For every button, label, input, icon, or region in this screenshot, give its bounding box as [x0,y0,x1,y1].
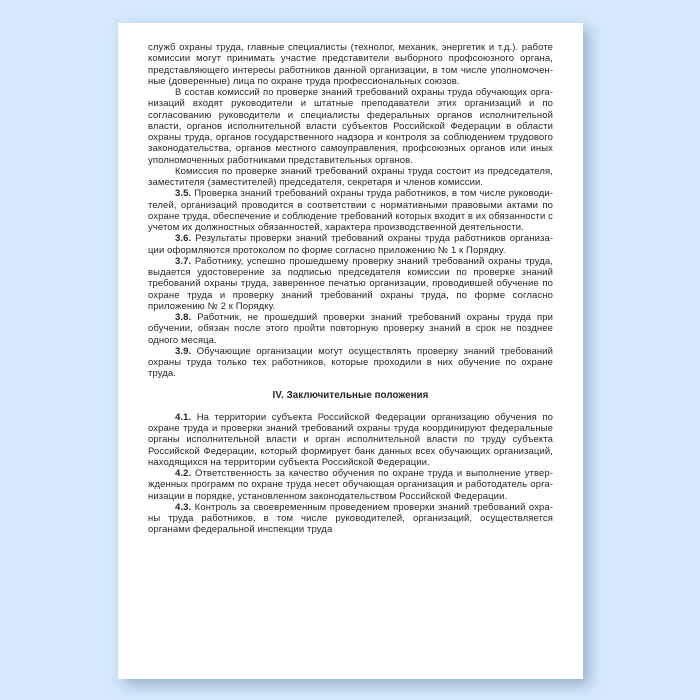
clause-number: 3.6. [175,233,192,245]
paragraph: служб охраны труда, главные специалисты (технолог, механик, энергетик и т.д.). работе комиссии могут принимать участие представители выборного профсоюзного органа, представляющего интересы работников данной организации, в том числе уполномоченные (доверенные) лица по охране труда профессиональных союзов. [148,42,553,87]
clause-number: 3.8. [175,312,192,323]
paragraph: 4.3. Контроль за своевременным проведением проверки знаний требований охраны труда работников, в том числе руководителей, организаций, осуществляется органами федеральной инспекции труда [148,501,553,536]
section-heading: IV. Заключительные положения [272,390,429,401]
document-body [148,42,553,536]
paragraph: 3.7. Работнику, успешно прошедшему проверку знаний требований охраны труда, выдается удостоверение за подписью председателя комиссии по проверке знаний требований охраны труда, заверенное печатью организации, проводившей обучение по охране труда и проверку знаний требований охраны труда, по форме согласно приложению № 2 к Порядку. [148,255,553,312]
clause-number: 4.3. [175,501,192,513]
clause-number: 4.1. [175,411,192,423]
document-page [118,23,583,679]
paragraph: 4.1. На территории субъекта Российской Федерации организацию обучения по охране труда и проверки знаний требований охраны труда координируют федеральные органы исполнительной власти и орган исполнительной власти по труду субъекта Российской Федерации, который формирует банк данных всех обучающих организаций, находящихся на территории субъекта Российской Федерации. [148,411,553,468]
paragraph: В состав комиссий по проверке знаний требований охраны труда обучающих организаций входят руководители и штатные преподаватели этих организаций и по согласованию руководители и специалисты федеральных органов исполнительной власти, органов исполнительной власти субъектов Российской Федерации в области охраны труда, органов государственного надзора и контроля за соблюдением трудового законодательства, органов местного самоуправления, профсоюзных органов или иных уполномоченных работниками представительных органов. [148,87,553,166]
clause-number: 4.2. [175,468,192,479]
paragraph: 3.5. Проверка знаний требований охраны труда работников, в том числе руководителей, организаций проводится в соответствии с нормативными правовыми актами по охране труда, обеспечение и соблюдение требований которых входит в их обязанности с учетом их должностных обязанностей, характера производственной деятельности. [148,188,553,233]
paragraph: 3.6. Результаты проверки знаний требований охраны труда работников организации оформляются протоколом по форме согласно приложению № 1 к Порядку. [148,233,553,256]
clause-number: 3.9. [175,345,192,357]
clause-number: 3.5. [175,188,192,200]
clause-number: 3.7. [175,255,192,267]
paragraph: 3.8. Работник, не прошедший проверки знаний требований охраны труда при обучении, обязан после этого пройти повторную проверку знаний в срок не позднее одного месяца. [148,312,553,346]
paragraph: Комиссия по проверке знаний требований охраны труда состоит из председателя, заместителя (заместителей) председателя, секретаря и членов комиссии. [148,165,553,188]
paragraph: 3.9. Обучающие организации могут осуществлять проверку знаний требований охраны труда только тех работников, которые проходили в них обучение по охране труда. [148,345,553,380]
paragraph: 4.2. Ответственность за качество обучения по охране труда и выполнение утвержденных программ по охране труда несет обучающая организация и работодатель организации в порядке, установленном законодательством Российской Федерации. [148,468,553,502]
